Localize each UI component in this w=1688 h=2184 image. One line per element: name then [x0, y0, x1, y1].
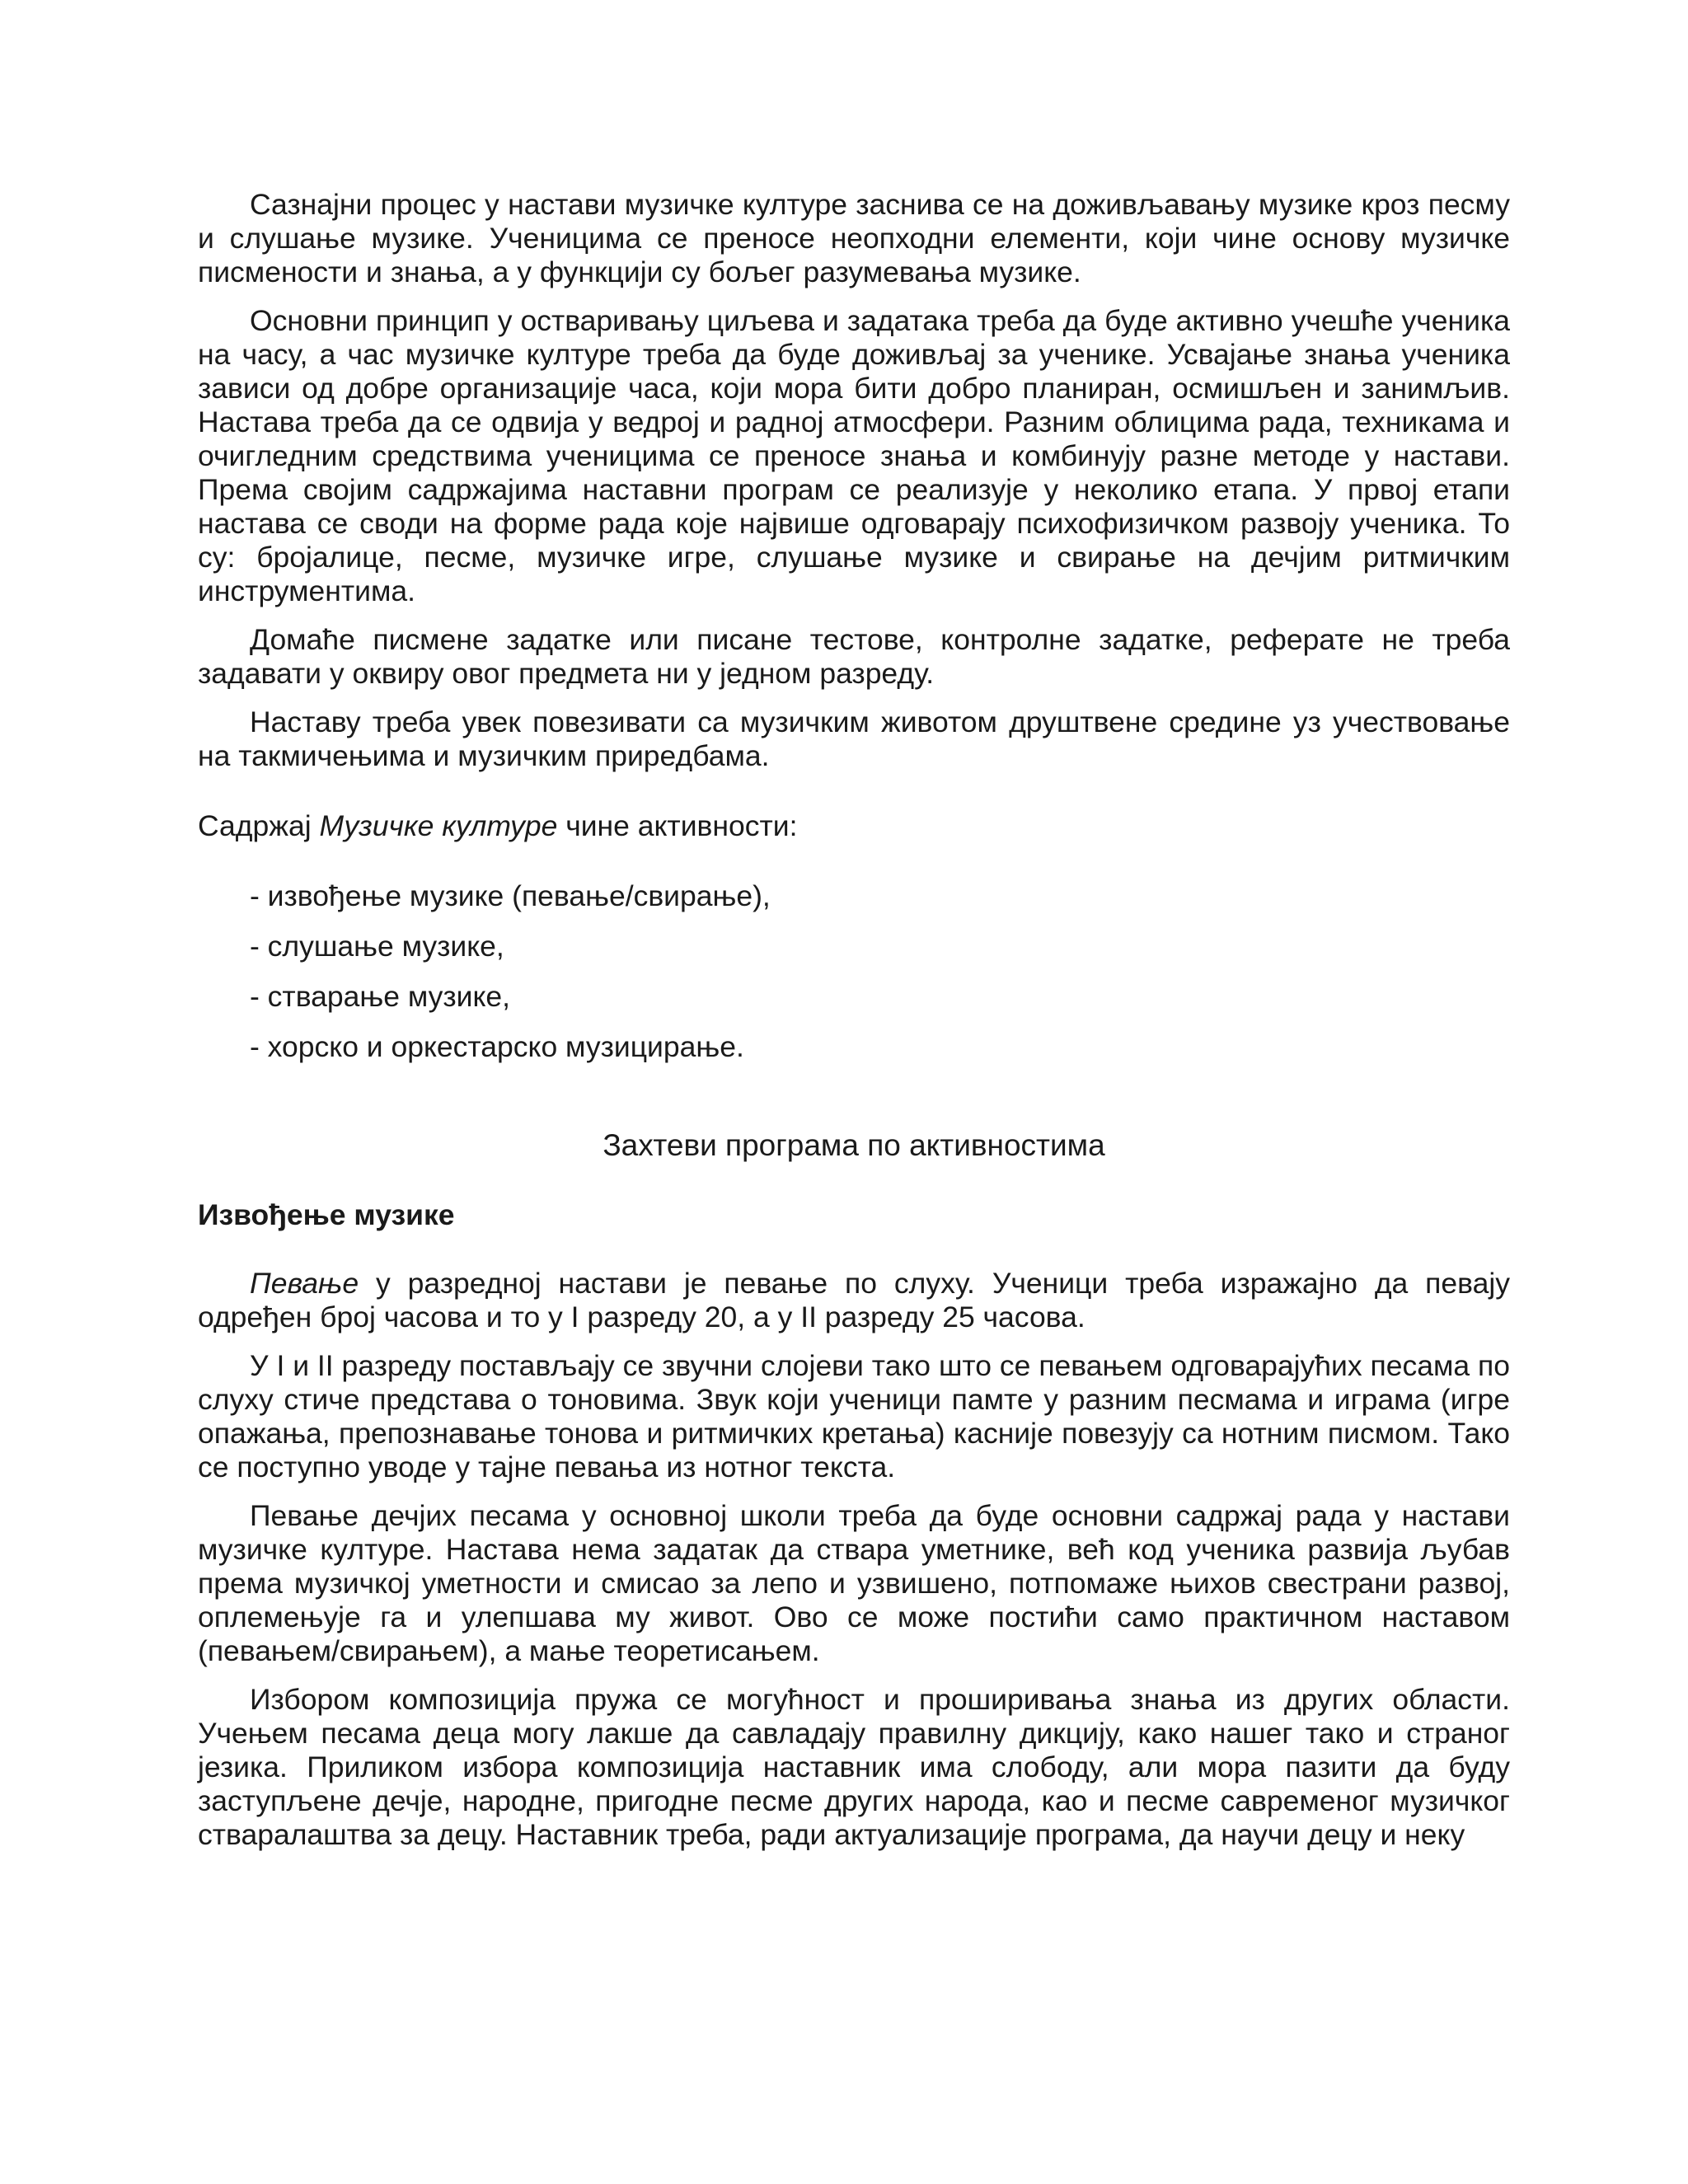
activities-intro	[198, 809, 1510, 843]
paragraph-composition-choice: Избором композиција пружа се могућност и проширивања знања из других области. Учењем песама деца могу лакше да савладају правилну дикцију, како нашег тако и страног језика. Приликом избора композиција наставник има слободу, али мора пазити да буду заступљене дечје, народне, пригодне песме других народа, као и песме савременог музичког стваралаштва за децу. Наставник треба, ради актуализације програма, да научи децу и неку	[198, 1683, 1510, 1851]
activities-intro-before: Садржај	[198, 809, 320, 842]
paragraph-singing	[198, 1267, 1510, 1334]
paragraph-childrens-songs: Певање дечјих песама у основној школи треба да буде основни садржај рада у настави музичке културе. Настава нема задатак да ствара уметнике, већ код ученика развија љубав према музичкој уметности и смисао за лепо и узвишено, потпомаже њихов свестрани развој, оплемењује га и улепшава му живот. Ово се може постићи само практичном наставом (певањем/свирањем), а мање теоретисањем.	[198, 1499, 1510, 1667]
paragraph-homework: Домаће писмене задатке или писане тестове, контролне задатке, реферате не треба задавати у оквиру овог предмета ни у једном разреду.	[198, 623, 1510, 690]
activities-intro-after: чине активности:	[557, 809, 798, 842]
paragraph-sound-layers: У I и II разреду постављају се звучни слојеви тако што се певањем одговарајућих песама по слуху стиче представа о тоновима. Звук који ученици памте у разним песмама и играма (игре опажања, препознавање тонова и ритмичких кретања) касније повезују са нотним писмом. Тако се поступно уводе у тајне певања из нотног текста.	[198, 1349, 1510, 1483]
singing-rest: у разредној настави је певање по слуху. Ученици треба изражајно да певају одређен број часова и то у I разреду 20, а у II разреду 25 часова.	[198, 1267, 1510, 1333]
document-page	[198, 188, 1510, 1867]
paragraph-basic-principle: Основни принцип у остваривању циљева и задатака треба да буде активно учешће ученика на часу, а час музичке културе треба да буде доживљај за ученике. Усвајање знања ученика зависи од добре организације часа, који мора бити добро планиран, осмишљен и занимљив. Настава треба да се одвија у ведрој и радној атмосфери. Разним облицима рада, техникама и очигледним средствима ученицима се преносе знања и комбинују разне методе у настави. Према својим садржајима наставни програм се реализује у неколико етапа. У првој етапи настава се своди на форме рада које највише одговарају психофизичком развоју ученика. То су: бројалице, песме, музичке игре, слушање музике и свирање на дечјим ритмичким инструментима.	[198, 304, 1510, 607]
singing-italic: Певање	[250, 1267, 359, 1300]
activities-list	[198, 879, 1510, 1064]
section-title: Захтеви програма по активностима	[603, 1128, 1105, 1162]
paragraph-musical-life: Наставу треба увек повезивати са музичким животом друштвене средине уз учествовање на такмичењима и музичким приредбама.	[198, 705, 1510, 772]
list-item: - извођење музике (певање/свирање),	[250, 879, 771, 912]
list-item: - стварање музике,	[250, 980, 511, 1013]
list-item: - слушање музике,	[250, 930, 504, 963]
subheading-performing-music: Извођење музике	[198, 1198, 455, 1231]
paragraph-cognitive-process: Сазнајни процес у настави музичке културе заснива се на доживљавању музике кроз песму и слушање музике. Ученицима се преносе неопходни елементи, који чине основу музичке писмености и знања, а у функцији су бољег разумевања музике.	[198, 188, 1510, 288]
activities-intro-italic: Музичке културе	[319, 809, 558, 842]
list-item: - хорско и оркестарско музицирање.	[250, 1030, 744, 1063]
